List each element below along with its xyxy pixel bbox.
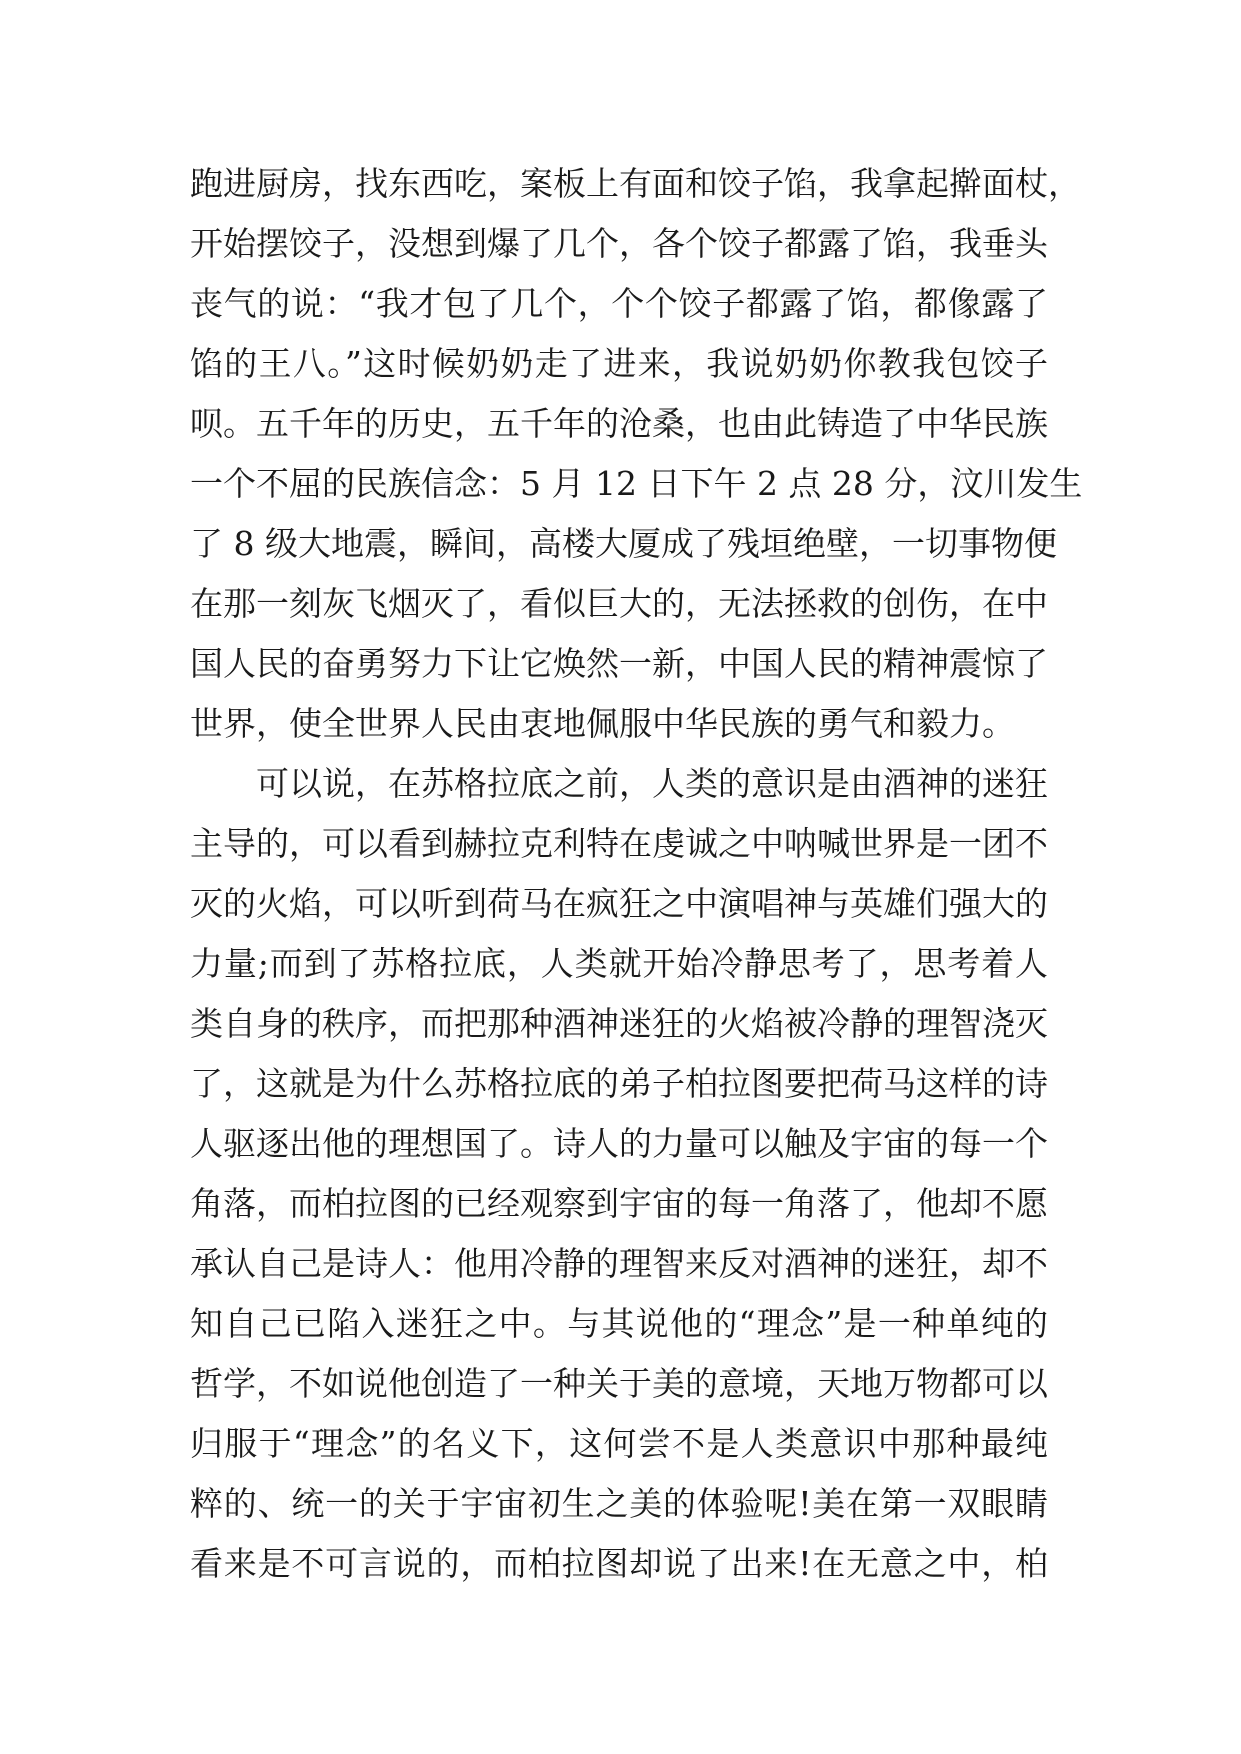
text-line: 人驱逐出他的理想国了。诗人的力量可以触及宇宙的每一个: [190, 1124, 1048, 1163]
text-line: 归服于“理念”的名义下，这何尝不是人类意识中那种最纯: [190, 1424, 1048, 1463]
text-line: 跑进厨房，找东西吃，案板上有面和饺子馅，我拿起擀面杖，: [190, 164, 1081, 203]
text-line: 哲学，不如说他创造了一种关于美的意境，天地万物都可以: [190, 1364, 1048, 1403]
text-line: 类自身的秩序，而把那种酒神迷狂的火焰被冷静的理智浇灭: [190, 1004, 1048, 1043]
text-line: 了 8 级大地震，瞬间，高楼大厦成了残垣绝壁，一切事物便: [190, 524, 1057, 563]
text-line: 了，这就是为什么苏格拉底的弟子柏拉图要把荷马这样的诗: [190, 1064, 1048, 1103]
paragraph-1: [190, 154, 1083, 754]
text-line: 承认自己是诗人：他用冷静的理智来反对酒神的迷狂，却不: [190, 1244, 1048, 1283]
text-line: 知自己已陷入迷狂之中。与其说他的“理念”是一种单纯的: [190, 1304, 1048, 1343]
text-line: 灭的火焰，可以听到荷马在疯狂之中演唱神与英雄们强大的: [190, 884, 1048, 923]
text-line: 世界，使全世界人民由衷地佩服中华民族的勇气和毅力。: [190, 704, 1015, 743]
text-line: 开始摆饺子，没想到爆了几个，各个饺子都露了馅，我垂头: [190, 224, 1048, 263]
text-line: 力量;而到了苏格拉底，人类就开始冷静思考了，思考着人: [190, 944, 1048, 983]
text-line: 看来是不可言说的，而柏拉图却说了出来!在无意之中，柏: [190, 1544, 1048, 1583]
text-line: 一个不屈的民族信念：5 月 12 日下午 2 点 28 分，汶川发生: [190, 464, 1083, 503]
text-line: 在那一刻灰飞烟灭了，看似巨大的，无法拯救的创伤，在中: [190, 584, 1048, 623]
text-line: 主导的，可以看到赫拉克利特在虔诚之中呐喊世界是一团不: [190, 824, 1048, 863]
text-line: 国人民的奋勇努力下让它焕然一新，中国人民的精神震惊了: [190, 644, 1048, 683]
paragraph-2: [190, 754, 1048, 1594]
text-line: 呗。五千年的历史，五千年的沧桑，也由此铸造了中华民族: [190, 404, 1048, 443]
text-line: 馅的王八。”这时候奶奶走了进来，我说奶奶你教我包饺子: [190, 344, 1048, 383]
text-line: 可以说，在苏格拉底之前，人类的意识是由酒神的迷狂: [256, 764, 1048, 803]
text-line: 粹的、统一的关于宇宙初生之美的体验呢!美在第一双眼睛: [190, 1484, 1048, 1523]
text-line: 角落，而柏拉图的已经观察到宇宙的每一角落了，他却不愿: [190, 1184, 1048, 1223]
text-line: 丧气的说：“我才包了几个，个个饺子都露了馅，都像露了: [190, 284, 1048, 323]
